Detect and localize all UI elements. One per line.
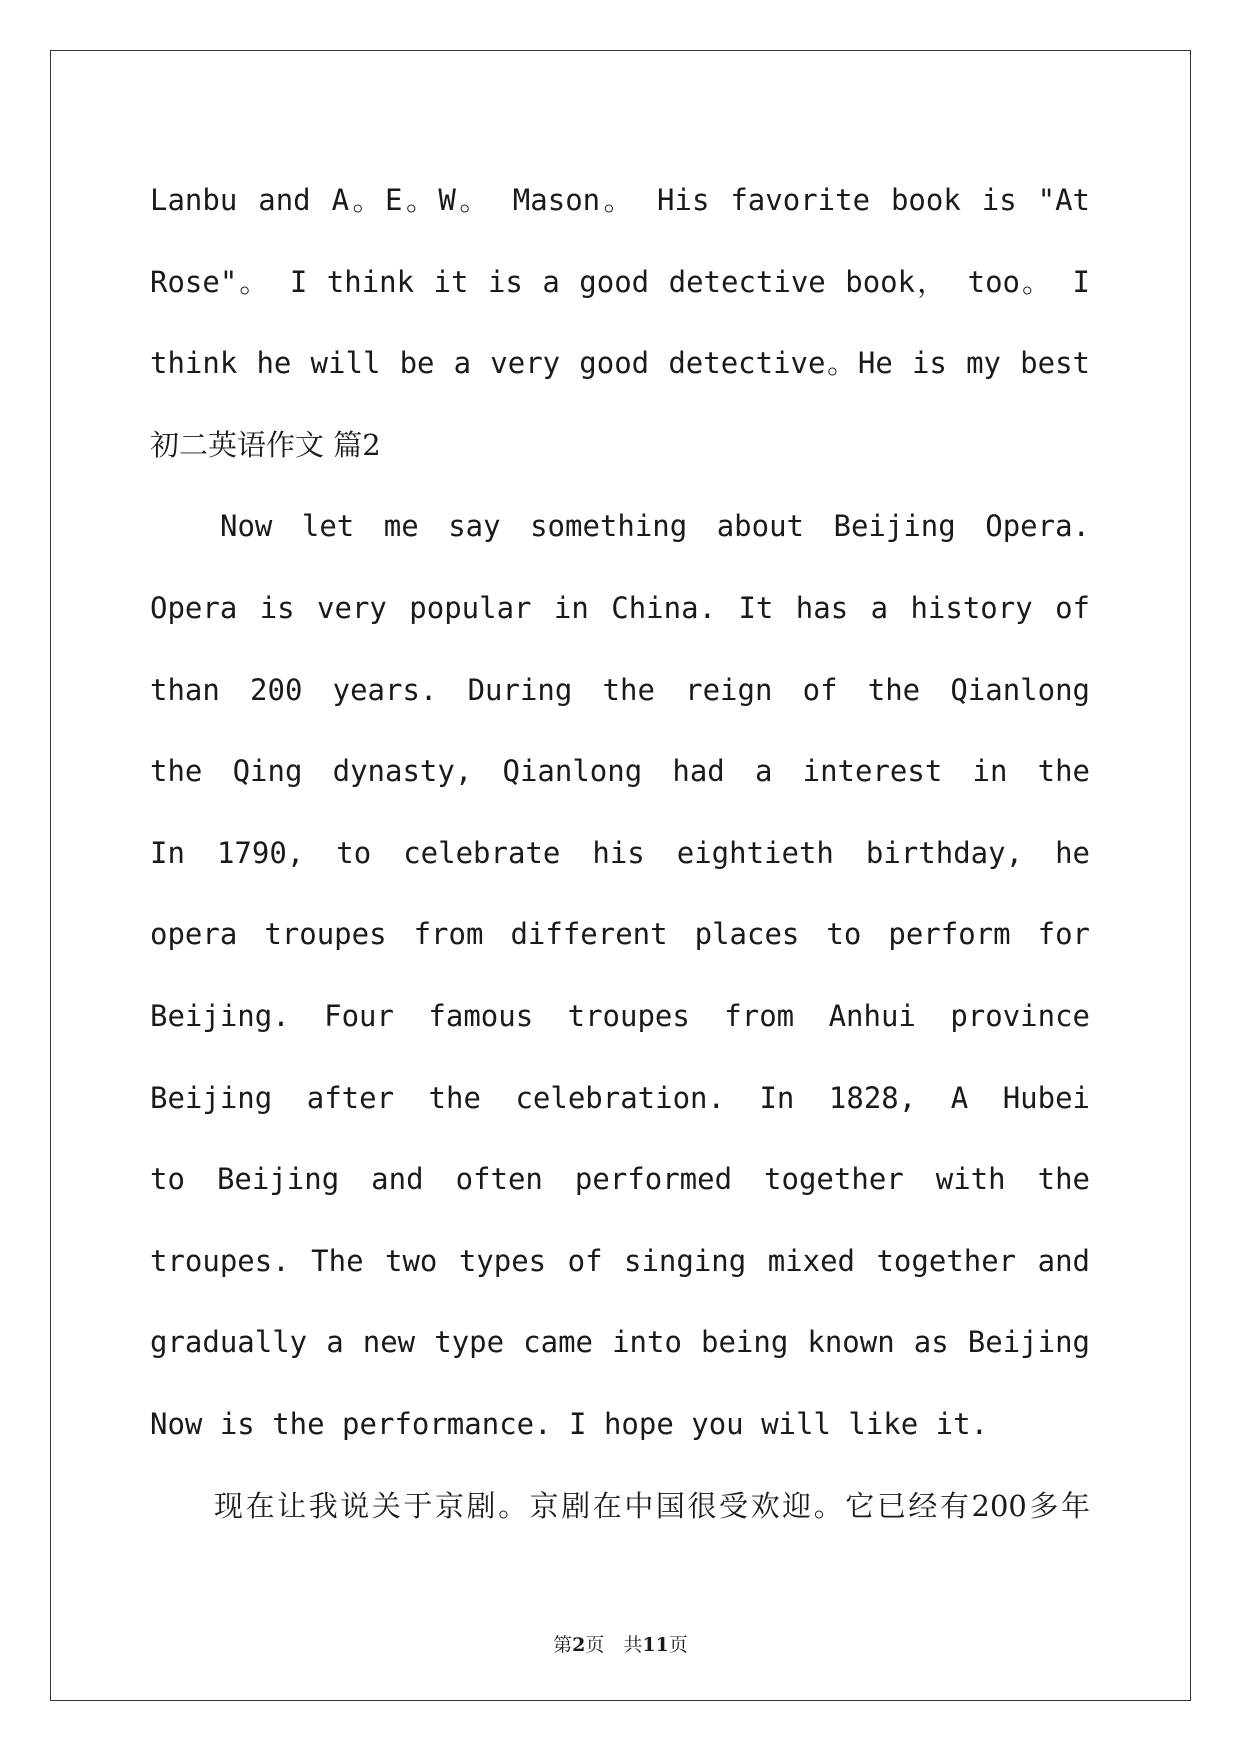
text-line: to Beijing and often performed together with the: [150, 1162, 1090, 1197]
text-line: Now is the performance. I hope you will like it.: [150, 1406, 989, 1441]
text-line: Lanbu and A。E。W。 Mason。 His favorite book is "At: [150, 183, 1090, 217]
text-line: think he will be a very good detective。He is my best: [150, 346, 1090, 381]
text-line: Now let me say something about Beijing Opera.: [220, 509, 1090, 544]
text-line: In 1790, to celebrate his eightieth birthday, he: [150, 835, 1090, 870]
footer-suffix: 页: [668, 1634, 688, 1656]
text-line: gradually a new type came into being known as Beijing: [150, 1325, 1090, 1360]
document-body: [150, 160, 1090, 1547]
footer-prefix: 第: [553, 1634, 573, 1656]
text-line: than 200 years. During the reign of the Qianlong: [150, 672, 1090, 707]
text-line-chinese: 现在让我说关于京剧。京剧在中国很受欢迎。它已经有200多年: [214, 1488, 1090, 1523]
text-line: Opera is very popular in China. It has a history of: [150, 590, 1090, 625]
page-footer: [0, 1630, 1241, 1657]
text-line: Rose"。 I think it is a good detective book， too。 I: [150, 264, 1090, 299]
text-line: Beijing after the celebration. In 1828, A Hubei: [150, 1080, 1090, 1115]
text-line: Beijing. Four famous troupes from Anhui province: [150, 998, 1090, 1033]
current-page-number: 2: [572, 1634, 586, 1656]
footer-middle: 页 共: [585, 1634, 643, 1656]
text-line: troupes. The two types of singing mixed together and: [150, 1243, 1090, 1278]
section-heading: 初二英语作文 篇2: [150, 427, 381, 462]
total-page-number: 11: [642, 1634, 669, 1656]
text-line: opera troupes from different places to perform for: [150, 917, 1090, 952]
text-line: the Qing dynasty, Qianlong had a interest in the: [150, 754, 1090, 789]
